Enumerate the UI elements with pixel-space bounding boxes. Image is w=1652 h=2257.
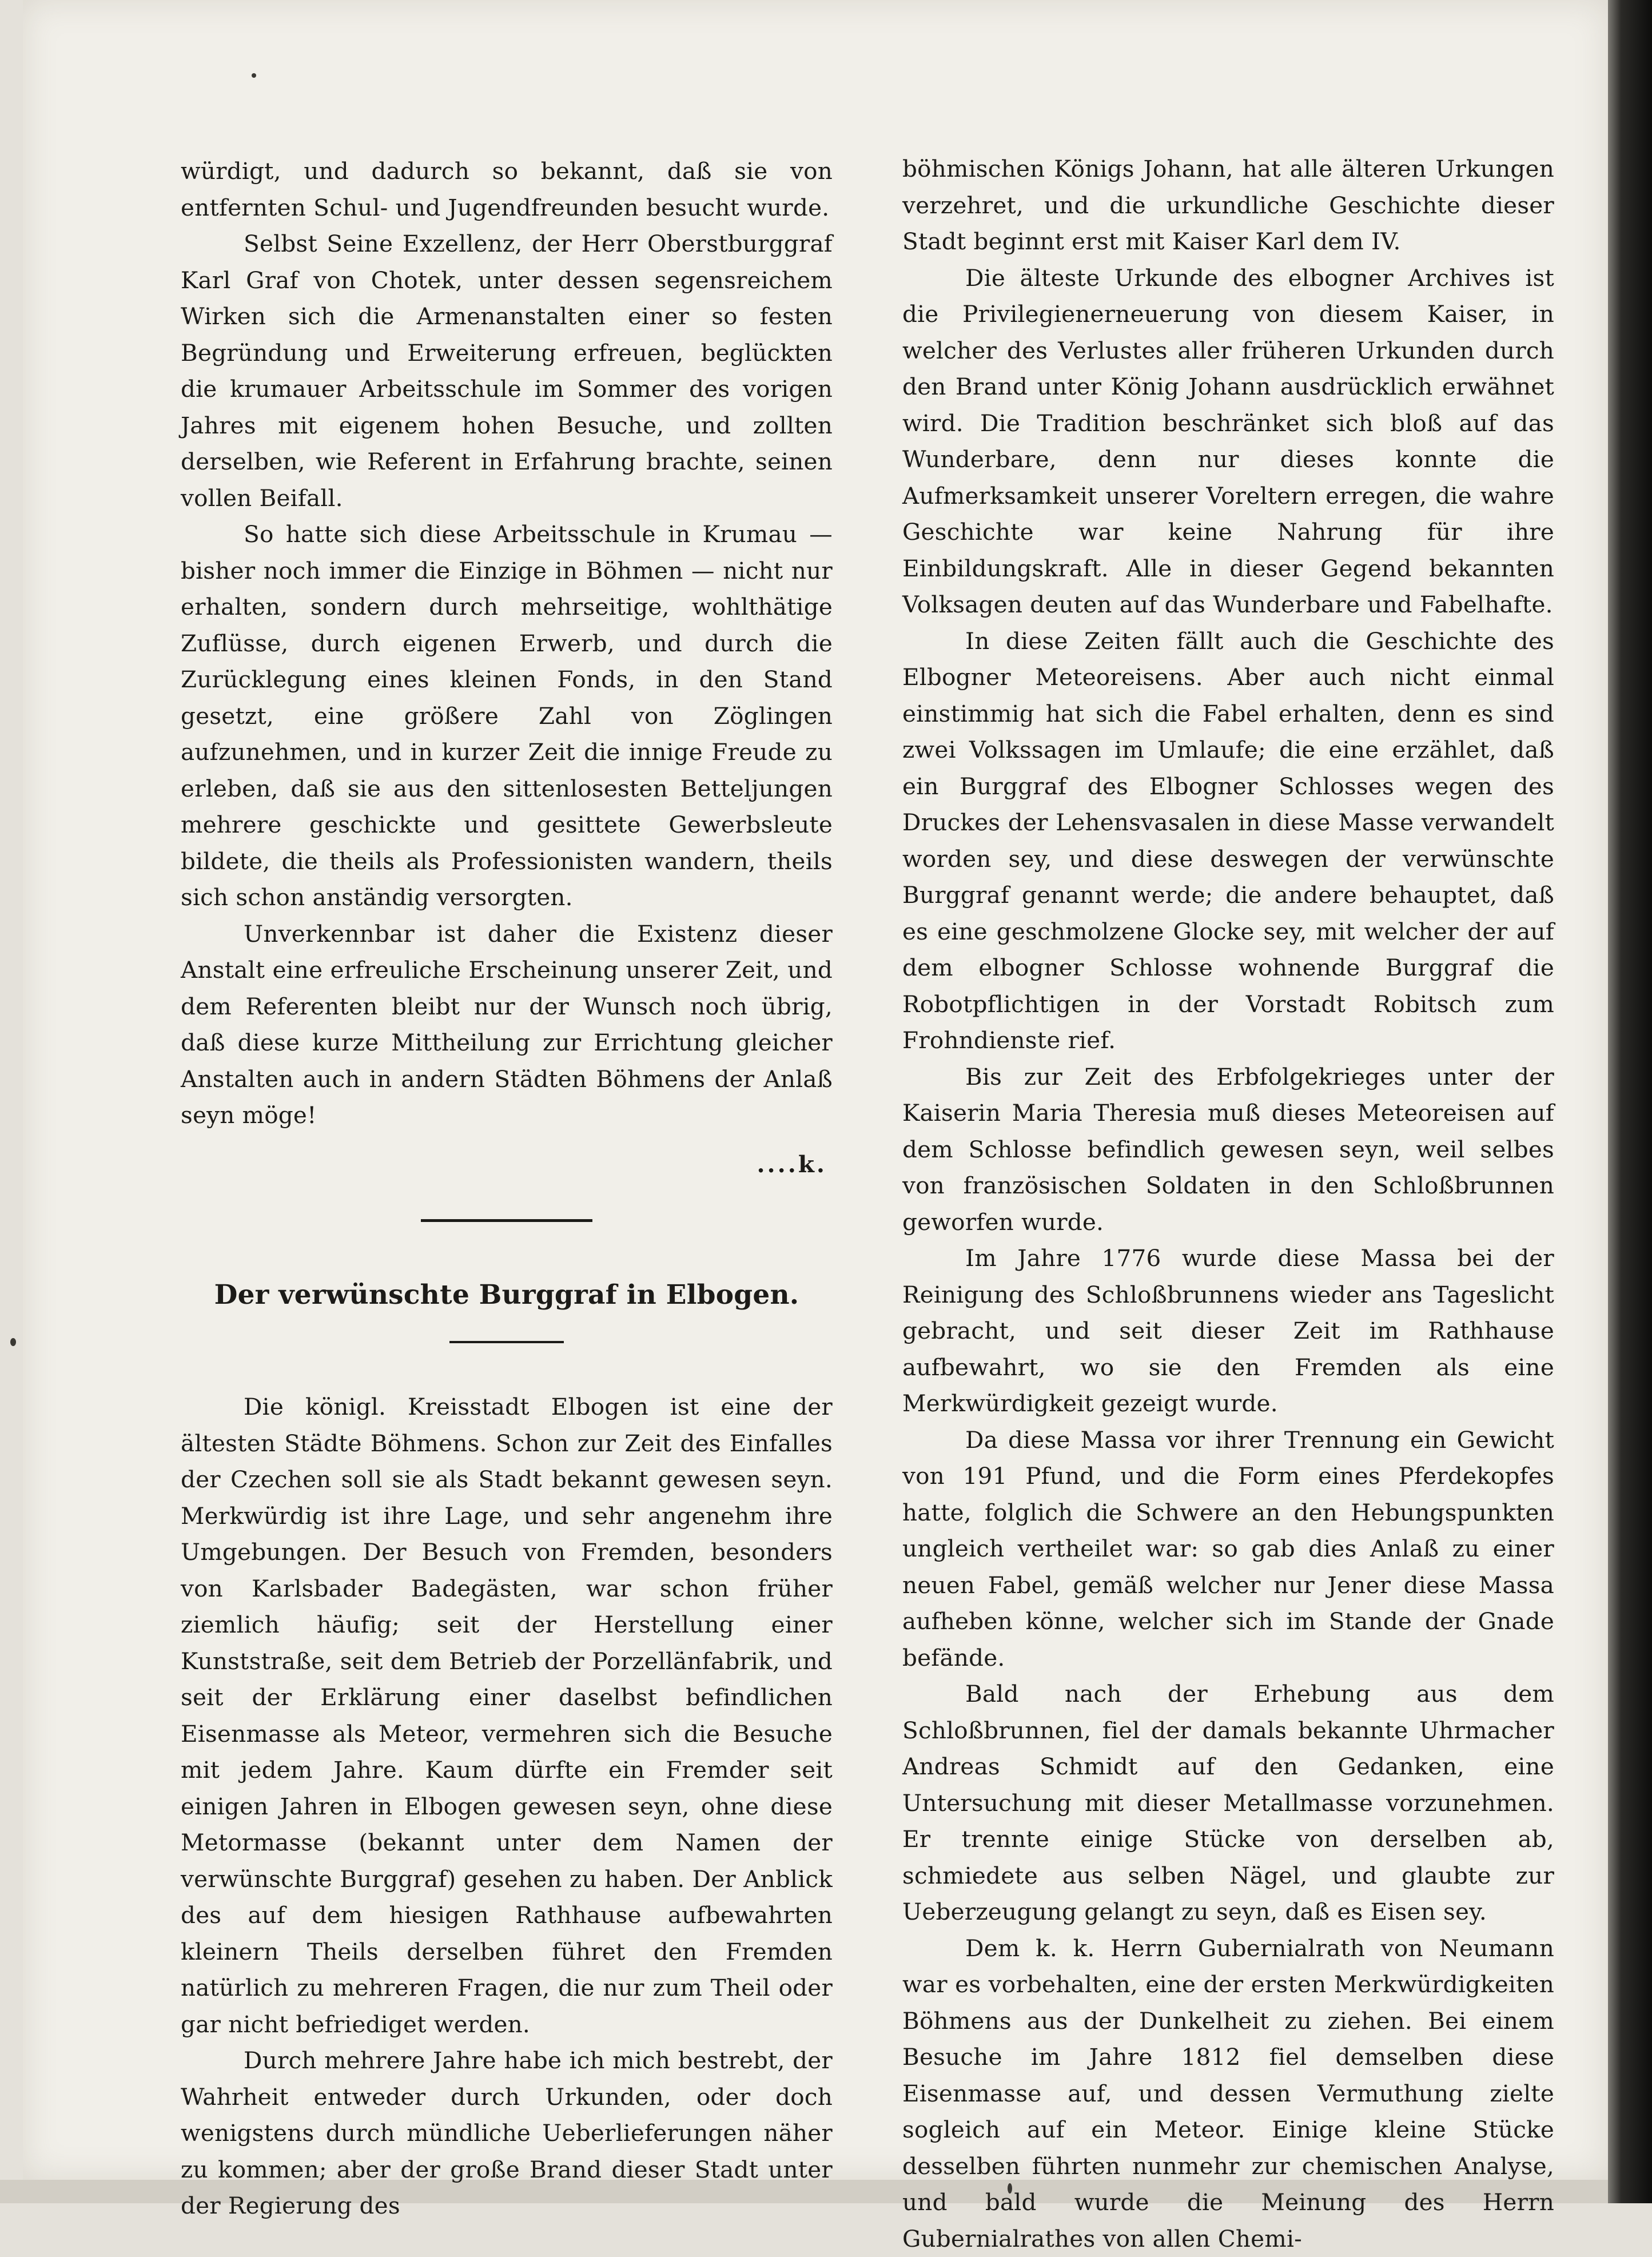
- paragraph: Die königl. Kreisstadt Elbogen ist eine der ältesten Städte Böhmens. Schon zur Zeit des Einfalles der Czechen soll sie als Stadt bekannt gewesen seyn. Merkwürdig ist ihre Lage, und sehr angenehm ihre Umgebungen. Der Besuch von Fremden, besonders von Karlsbader Badegästen, war schon früher ziemlich häufig; seit der Herstellung einer Kunststraße, seit dem Betrieb der Porzellänfabrik, und seit der Erklärung einer daselbst befindlichen Eisenmasse als Meteor, vermehren sich die Besuche mit jedem Jahre. Kaum dürfte ein Fremder seit einigen Jahren in Elbogen gewesen seyn, ohne diese Metormasse (bekannt unter dem Namen der verwünschte Burggraf) gesehen zu haben. Der Anblick des auf dem hiesigen Rathhause aufbewahrten kleinern Theils derselben führet den Fremden natürlich zu mehreren Fragen, die nur zum Theil oder gar nicht befriediget werden.: [181, 1389, 833, 2043]
- paragraph: Unverkennbar ist daher die Existenz dieser Anstalt eine erfreuliche Erscheinung unserer Zeit, und dem Referenten bleibt nur der Wunsch noch übrig, daß diese kurze Mittheilung zur Errichtung gleicher Anstalten auch in andern Städten Böhmens der Anlaß seyn möge!: [181, 916, 833, 1134]
- paragraph: So hatte sich diese Arbeitsschule in Krumau — bisher noch immer die Einzige in Böhmen — nicht nur erhalten, sondern durch mehrseitige, wohlthätige Zuflüsse, durch eigenen Erwerb, und durch die Zurücklegung eines kleinen Fonds, in den Stand gesetzt, eine größere Zahl von Zöglingen aufzunehmen, und in kurzer Zeit die innige Freude zu erleben, daß sie aus den sittenlosesten Betteljungen mehrere geschickte und gesittete Gewerbsleute bildete, die theils als Professionisten wandern, theils sich schon anständig versorgten.: [181, 516, 833, 916]
- paragraph: Da diese Massa vor ihrer Trennung ein Gewicht von 191 Pfund, und die Form eines Pferdekopfes hatte, folglich die Schwere an den Hebungspunkten ungleich vertheilet war: so gab dies Anlaß zu einer neuen Fabel, gemäß welcher nur Jener diese Massa aufheben könne, welcher sich im Stande der Gnade befände.: [902, 1422, 1554, 1677]
- paragraph: würdigt, und dadurch so bekannt, daß sie von entfernten Schul- und Jugendfreunden besucht wurde.: [181, 153, 833, 226]
- section-divider: [421, 1219, 592, 1222]
- paragraph: Im Jahre 1776 wurde diese Massa bei der Reinigung des Schloßbrunnens wieder ans Tageslicht gebracht, und seit dieser Zeit im Rathhause aufbewahrt, wo sie den Fremden als eine Merkwürdigkeit gezeigt wurde.: [902, 1240, 1554, 1422]
- article-heading: Der verwünschte Burggraf in Elbogen.: [181, 1278, 833, 1312]
- author-signature: ....k.: [181, 1147, 833, 1183]
- paragraph: Die älteste Urkunde des elbogner Archives ist die Privilegienerneuerung von diesem Kaiser, in welcher des Verlustes aller früheren Urkunden durch den Brand unter König Johann ausdrücklich erwähnet wird. Die Tradition beschränket sich bloß auf das Wunderbare, denn nur dieses konnte die Aufmerksamkeit unserer Voreltern erregen, die wahre Geschichte war keine Nahrung für ihre Einbildungskraft. Alle in dieser Gegend bekannten Volksagen deuten auf das Wunderbare und Fabelhafte.: [902, 260, 1554, 623]
- paragraph: Selbst Seine Exzellenz, der Herr Oberstburggraf Karl Graf von Chotek, unter dessen segensreichem Wirken sich die Armenanstalten einer so festen Begründung und Erweiterung erfreuen, beglückten die krumauer Arbeitsschule im Sommer des vorigen Jahres mit eigenem hohen Besuche, und zollten derselben, wie Referent in Erfahrung brachte, seinen vollen Beifall.: [181, 226, 833, 516]
- ink-speck: [10, 1338, 16, 1346]
- heading-underline: [449, 1341, 564, 1343]
- right-column: [902, 151, 1554, 2257]
- paragraph: Bald nach der Erhebung aus dem Schloßbrunnen, fiel der damals bekannte Uhrmacher Andreas Schmidt auf den Gedanken, eine Untersuchung mit dieser Metallmasse vorzunehmen. Er trennte einige Stücke von derselben ab, schmiedete aus selben Nägel, und glaubte zur Ueberzeugung gelangt zu seyn, daß es Eisen sey.: [902, 1676, 1554, 1930]
- paragraph: Dem k. k. Herrn Gubernialrath von Neumann war es vorbehalten, eine der ersten Merkwürdigkeiten Böhmens aus der Dunkelheit zu ziehen. Bei einem Besuche im Jahre 1812 fiel demselben diese Eisenmasse auf, und dessen Vermuthung zielte sogleich auf ein Meteor. Einige kleine Stücke desselben führten nunmehr zur chemischen Analyse, und bald wurde die Meinung des Herrn Gubernialrathes von allen Chemi-: [902, 1930, 1554, 2257]
- left-column: [181, 153, 833, 2224]
- paragraph: Durch mehrere Jahre habe ich mich bestrebt, der Wahrheit entweder durch Urkunden, oder doch wenigstens durch mündliche Ueberlieferungen näher zu kommen; aber der große Brand dieser Stadt unter der Regierung des: [181, 2043, 833, 2224]
- paragraph: In diese Zeiten fällt auch die Geschichte des Elbogner Meteoreisens. Aber auch nicht einmal einstimmig hat sich die Fabel erhalten, denn es sind zwei Volkssagen im Umlaufe; die eine erzählet, daß ein Burggraf des Elbogner Schlosses wegen des Druckes der Lehensvasalen in diese Masse verwandelt worden sey, und diese deswegen der verwünschte Burggraf genannt werde; die andere behauptet, daß es eine geschmolzene Glocke sey, mit welcher der auf dem elbogner Schlosse wohnende Burggraf die Robotpflichtigen in der Vorstadt Robitsch zum Frohndienste rief.: [902, 623, 1554, 1059]
- ink-speck: [252, 73, 256, 78]
- paragraph: böhmischen Königs Johann, hat alle älteren Urkungen verzehret, und die urkundliche Geschichte dieser Stadt beginnt erst mit Kaiser Karl dem IV.: [902, 151, 1554, 260]
- paragraph: Bis zur Zeit des Erbfolgekrieges unter der Kaiserin Maria Theresia muß dieses Meteoreisen auf dem Schlosse befindlich gewesen seyn, weil selbes von französischen Soldaten in den Schloßbrunnen geworfen wurde.: [902, 1059, 1554, 1241]
- scan-edge-shadow: [1608, 0, 1652, 2203]
